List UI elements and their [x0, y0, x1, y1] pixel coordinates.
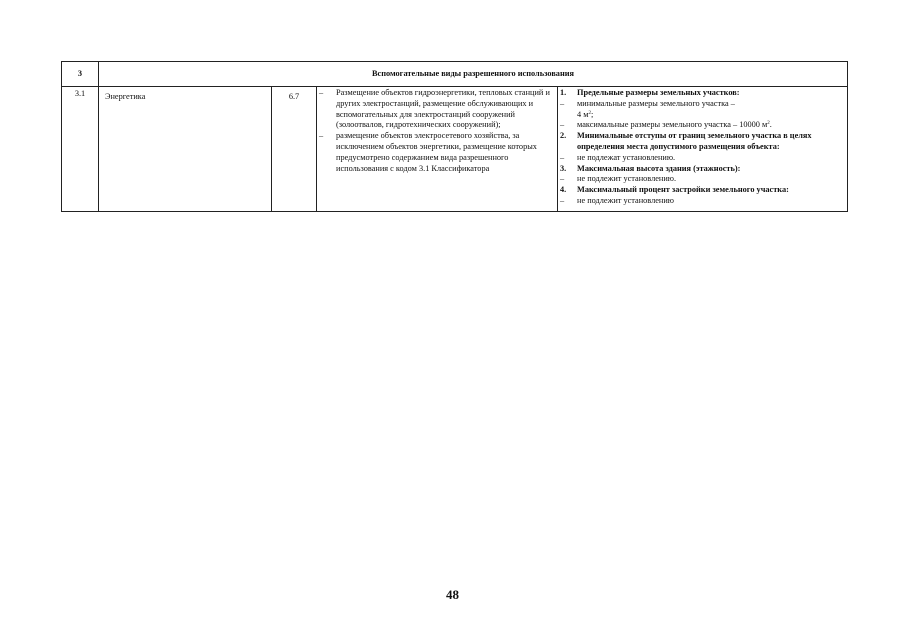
param-number: 1. — [560, 88, 567, 97]
use-type-name: Энергетика — [99, 87, 272, 212]
param-title: Максимальная высота здания (этажность): — [577, 163, 741, 173]
param-heading — [560, 185, 844, 196]
row-number: 3.1 — [62, 87, 99, 212]
param-text: не подлежит установлению. — [577, 174, 677, 184]
land-use-table — [61, 61, 848, 212]
param-value — [560, 99, 844, 110]
section-title: Вспомогательные виды разрешенного использования — [99, 62, 848, 87]
param-heading — [560, 88, 844, 99]
param-value — [560, 120, 844, 131]
dash-marker: – — [560, 174, 565, 184]
param-text: минимальные размеры земельного участка – — [577, 98, 735, 108]
param-title: Минимальные отступы от границ земельного участка в целях определения места допустимого размещения объекта: — [577, 131, 812, 151]
param-title: Максимальный процент застройки земельного участка: — [577, 185, 789, 195]
dash-marker: – — [560, 120, 565, 130]
param-text: . — [769, 120, 772, 130]
param-value-continued — [560, 110, 844, 121]
description-item — [319, 131, 554, 174]
page-number: 48 — [446, 587, 459, 602]
param-value — [560, 174, 844, 185]
superscript: 2 — [588, 110, 591, 116]
param-title: Предельные размеры земельных участков: — [577, 88, 740, 97]
dash-marker: – — [560, 98, 565, 108]
dash-marker: – — [319, 88, 324, 97]
dash-marker: – — [319, 131, 324, 141]
param-text: ; — [590, 109, 594, 119]
superscript: 2 — [767, 121, 770, 127]
param-text: максимальные размеры земельного участка – 10000 м — [577, 120, 768, 130]
use-description-cell — [317, 87, 558, 212]
description-item — [319, 88, 554, 131]
param-text: не подлежат установлению. — [577, 152, 676, 162]
param-value — [560, 153, 844, 164]
description-text: Размещение объектов гидроэнергетики, тепловых станций и других электростанций, размещение обслуживающих и вспомогательных для электростанций сооружений (золоотвалов, гидротехнических сооружений); — [336, 88, 550, 130]
param-heading — [560, 131, 844, 153]
param-heading — [560, 164, 844, 175]
dash-marker: – — [560, 195, 565, 205]
classifier-code: 6.7 — [272, 87, 317, 212]
param-number: 2. — [560, 131, 567, 141]
description-text: размещение объектов электросетевого хозяйства, за исключением объектов энергетики, размещение которых предусмотрено содержанием вида разрешенного использования с кодом 3.1 Классификатора — [336, 131, 537, 173]
param-text: 4 м — [577, 109, 589, 119]
param-number: 4. — [560, 185, 567, 195]
section-header-row — [62, 62, 848, 87]
param-value — [560, 196, 844, 207]
table-row — [62, 87, 848, 212]
param-number: 3. — [560, 163, 567, 173]
dash-marker: – — [560, 152, 565, 162]
param-text: не подлежит установлению — [577, 195, 675, 205]
parameters-cell — [558, 87, 848, 212]
section-number: 3 — [62, 62, 99, 87]
